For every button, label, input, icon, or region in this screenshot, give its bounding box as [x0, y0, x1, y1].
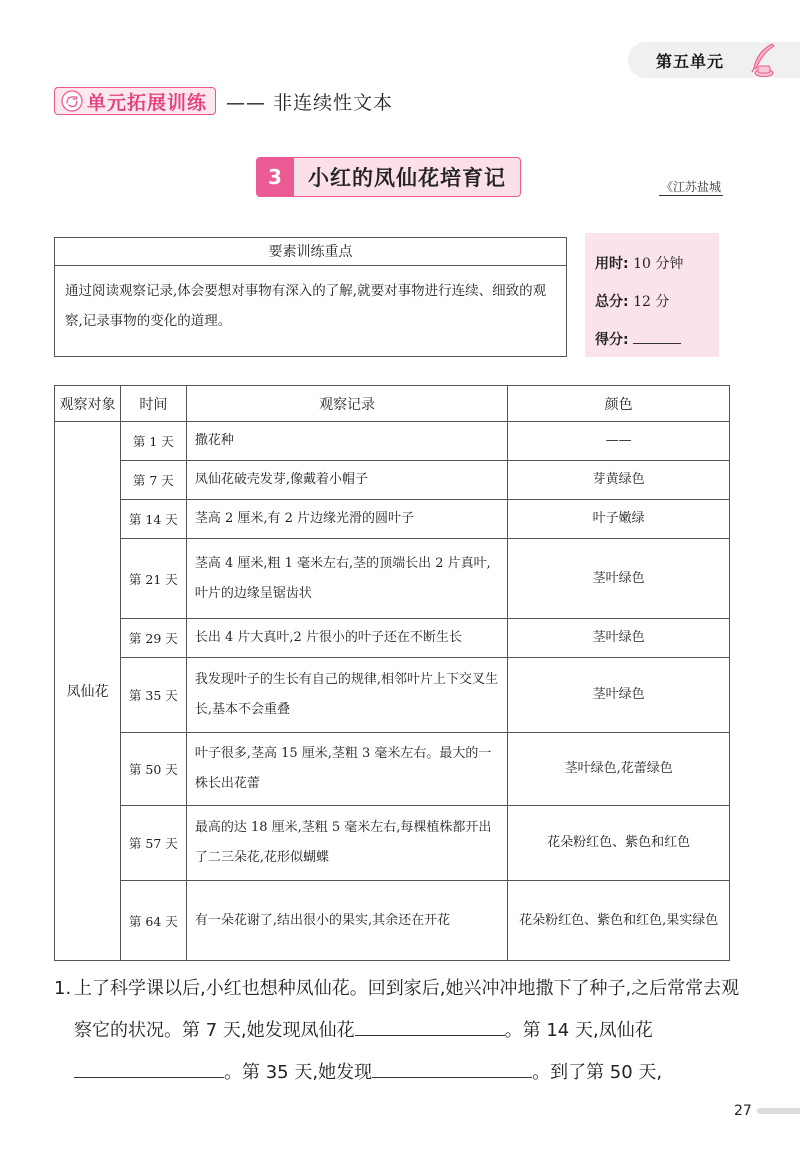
answer-blank-3[interactable] [372, 1058, 532, 1078]
day-cell: 第 64 天 [120, 881, 186, 961]
score-blank[interactable] [633, 330, 681, 344]
table-row [55, 539, 730, 619]
total-value: 12 分 [633, 294, 670, 310]
score-label: 得分: [595, 332, 629, 348]
time-value: 10 分钟 [633, 256, 684, 272]
section-pill [54, 87, 216, 115]
section-label: 单元拓展训练 [87, 91, 208, 114]
table-row [55, 619, 730, 658]
color-cell: 茎叶绿色 [508, 619, 730, 658]
subject-cell: 凤仙花 [55, 422, 121, 961]
color-cell: 茎叶绿色,花蕾绿色 [508, 733, 730, 806]
day-cell: 第 29 天 [120, 619, 186, 658]
total-row [595, 283, 719, 321]
header-subject: 观察对象 [55, 386, 121, 422]
table-row [55, 733, 730, 806]
color-cell: 茎叶绿色 [508, 658, 730, 733]
record-cell: 撒花种 [186, 422, 508, 461]
score-panel [585, 233, 719, 357]
unit-tab [628, 42, 800, 78]
question-1 [54, 968, 740, 1094]
page-bar-decoration [757, 1108, 800, 1114]
key-points-title: 要素训练重点 [55, 238, 566, 266]
record-cell: 叶子很多,茎高 15 厘米,茎粗 3 毫米左右。最大的一株长出花蕾 [186, 733, 508, 806]
record-cell: 茎高 2 厘米,有 2 片边缘光滑的圆叶子 [186, 500, 508, 539]
page-number: 27 [734, 1103, 752, 1119]
record-cell: 长出 4 片大真叶,2 片很小的叶子还在不断生长 [186, 619, 508, 658]
record-cell: 我发现叶子的生长有自己的规律,相邻叶片上下交叉生长,基本不会重叠 [186, 658, 508, 733]
table-row [55, 806, 730, 881]
color-cell: —— [508, 422, 730, 461]
question-part-3: 。第 35 天,她发现 [224, 1062, 373, 1083]
record-cell: 最高的达 18 厘米,茎粗 5 毫米左右,每棵植株都开出了二三朵花,花形似蝴蝶 [186, 806, 508, 881]
question-text [54, 968, 740, 1094]
lesson-name: 小红的凤仙花培育记 [294, 157, 521, 197]
unit-label: 第五单元 [656, 51, 725, 71]
table-row [55, 422, 730, 461]
day-cell: 第 14 天 [120, 500, 186, 539]
observation-table [54, 385, 730, 961]
day-cell: 第 57 天 [120, 806, 186, 881]
region-label: 《江苏盐城 [661, 180, 722, 194]
day-cell: 第 1 天 [120, 422, 186, 461]
header-record: 观察记录 [186, 386, 508, 422]
day-cell: 第 35 天 [120, 658, 186, 733]
record-cell: 凤仙花破壳发芽,像戴着小帽子 [186, 461, 508, 500]
question-part-2: 。第 14 天,凤仙花 [504, 1020, 653, 1041]
question-part-4: 。到了第 50 天, [532, 1062, 663, 1083]
table-row [55, 658, 730, 733]
color-cell: 芽黄绿色 [508, 461, 730, 500]
answer-blank-1[interactable] [355, 1016, 505, 1036]
key-points-text: 通过阅读观察记录,体会要想对事物有深入的了解,就要对事物进行连续、细致的观察,记录事物的变化的道理。 [65, 283, 547, 329]
color-cell: 花朵粉红色、紫色和红色,果实绿色 [508, 881, 730, 961]
section-subtitle: —— 非连续性文本 [226, 91, 394, 114]
table-row [55, 500, 730, 539]
section-header [54, 86, 393, 116]
color-cell: 叶子嫩绿 [508, 500, 730, 539]
question-number: 1. [54, 978, 72, 999]
question-part-1: 上了科学课以后,小红也想种凤仙花。回到家后,她兴冲冲地撒下了种子,之后常常去观察它的状况。第 7 天,她发现凤仙花 [74, 978, 740, 1041]
header-time: 时间 [120, 386, 186, 422]
score-row [595, 321, 719, 359]
table-header-row [55, 386, 730, 422]
lesson-title [256, 157, 521, 197]
time-label: 用时: [595, 256, 629, 272]
color-cell: 花朵粉红色、紫色和红色 [508, 806, 730, 881]
lesson-number: 3 [256, 157, 294, 197]
answer-blank-2[interactable] [74, 1058, 224, 1078]
header-color: 颜色 [508, 386, 730, 422]
day-cell: 第 50 天 [120, 733, 186, 806]
color-cell: 茎叶绿色 [508, 539, 730, 619]
time-row [595, 245, 719, 283]
pointing-hand-icon [61, 90, 83, 112]
day-cell: 第 21 天 [120, 539, 186, 619]
record-cell: 茎高 4 厘米,粗 1 毫米左右,茎的顶端长出 2 片真叶,叶片的边缘呈锯齿状 [186, 539, 508, 619]
record-cell: 有一朵花谢了,结出很小的果实,其余还在开花 [186, 881, 508, 961]
table-row [55, 461, 730, 500]
day-cell: 第 7 天 [120, 461, 186, 500]
key-points-box [54, 237, 567, 357]
total-label: 总分: [595, 294, 629, 310]
table-row [55, 881, 730, 961]
quill-icon [744, 42, 778, 78]
